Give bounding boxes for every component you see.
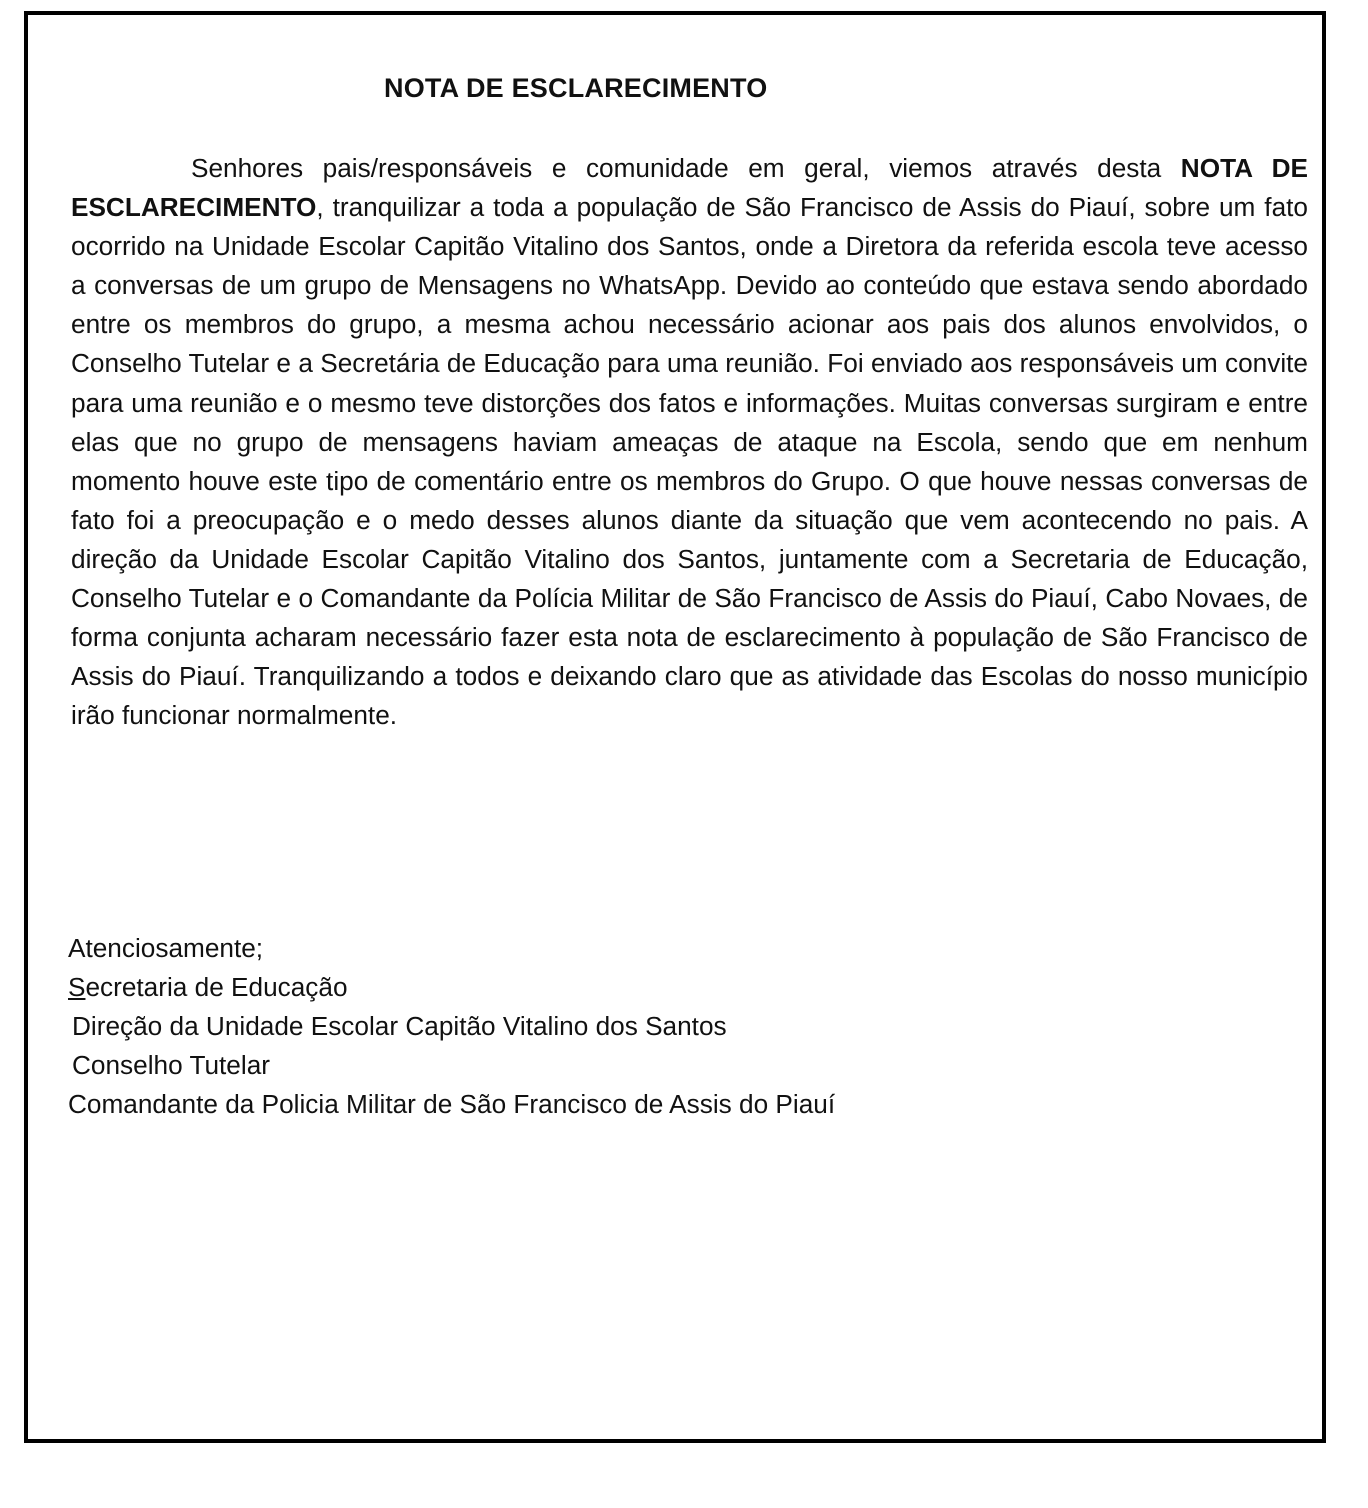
body-intro: Senhores pais/responsáveis e comunidade em geral, viemos através desta — [191, 153, 1181, 183]
document-body — [71, 149, 1308, 735]
signatory-conselho: Conselho Tutelar — [72, 1050, 270, 1080]
signatory-secretaria — [68, 968, 835, 1007]
body-highlight: NOTA DE ESCLARECIMENTO — [71, 153, 1308, 223]
body-text: , tranquilizar a toda a população de São Francisco de Assis do Piauí, sobre um fato ocorrido na Unidade Escolar Capitão Vitalino dos Santos, onde a Diretora da referida escola teve acesso a conversas de um grupo de Mensagens no WhatsApp. Devido ao conteúdo que estava sendo abordado entre os membros do grupo, a mesma achou necessário acionar aos pais dos alunos envolvidos, o Conselho Tutelar e a Secretária de Educação para uma reunião. Foi enviado aos responsáveis um convite para uma reunião e o mesmo teve distorções dos fatos e informações. Muitas conversas surgiram e entre elas que no grupo de mensagens haviam ameaças de ataque na Escola, sendo que em nenhum momento houve este tipo de comentário entre os membros do Grupo. O que houve nessas conversas de fato foi a preocupação e o medo desses alunos diante da situação que vem acontecendo no pais. A direção da Unidade Escolar Capitão Vitalino dos Santos, juntamente com a Secretaria de Educação, Conselho Tutelar e o Comandante da Polícia Militar de São Francisco de Assis do Piauí, Cabo Novaes, de forma conjunta acharam necessário fazer esta nota de esclarecimento à população de São Francisco de Assis do Piauí. Tranquilizando a todos e deixando claro que as atividade das Escolas do nosso município irão funcionar normalmente. — [71, 192, 1308, 731]
document-frame — [24, 11, 1326, 1443]
signature-block — [68, 929, 835, 1124]
secretaria-initial: S — [68, 972, 86, 1002]
document-title: NOTA DE ESCLARECIMENTO — [384, 73, 768, 103]
signatory-direcao: Direção da Unidade Escolar Capitão Vitalino dos Santos — [72, 1011, 727, 1041]
secretaria-rest: ecretaria de Educação — [85, 972, 348, 1002]
signatory-comandante: Comandante da Policia Militar de São Francisco de Assis do Piauí — [68, 1089, 836, 1119]
closing-line: Atenciosamente; — [68, 933, 264, 963]
